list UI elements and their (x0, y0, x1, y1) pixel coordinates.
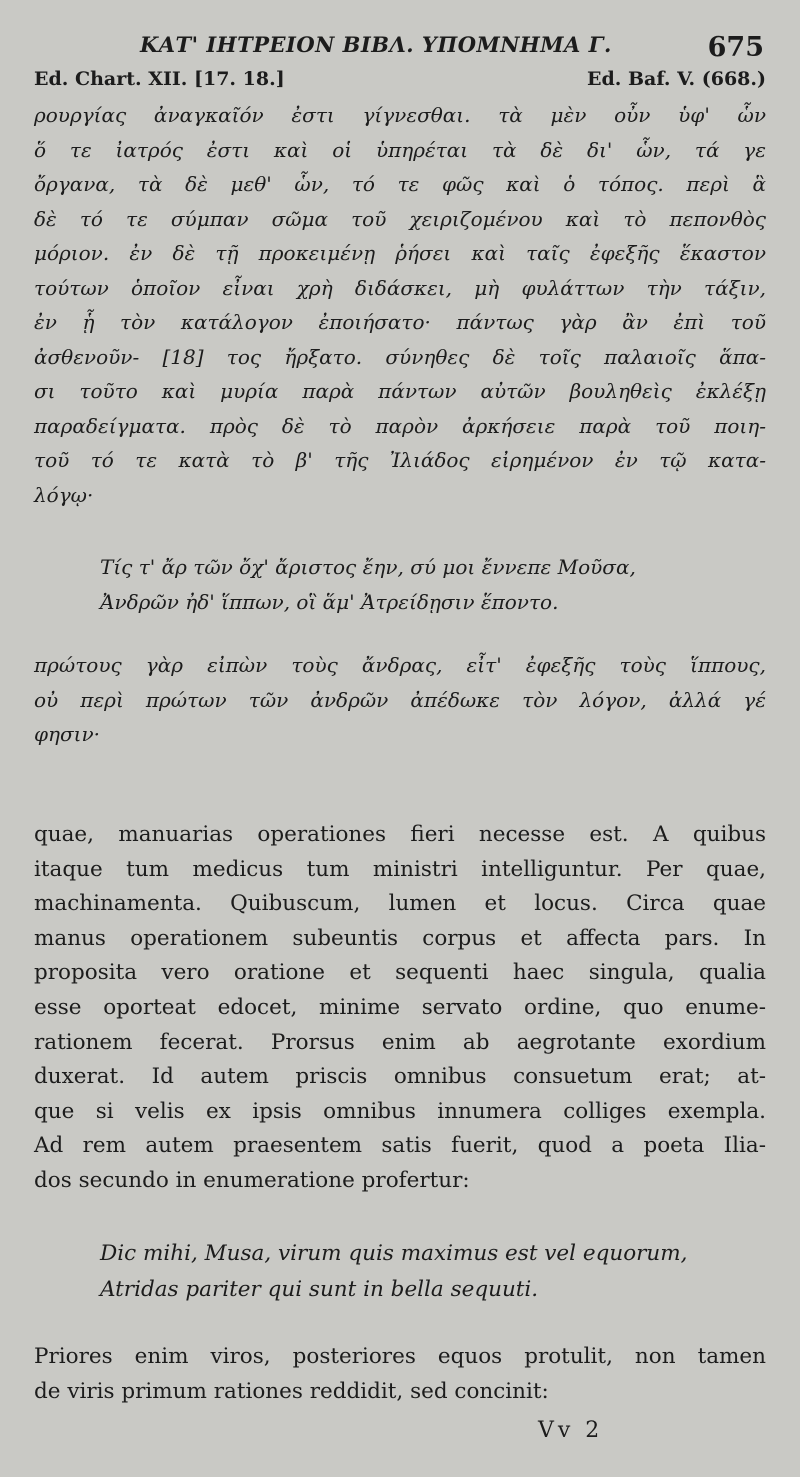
text-line: τούτων ὁποῖον εἶναι χρὴ διδάσκει, μὴ φυλάττων τὴν τάξιν, (34, 275, 766, 300)
edition-basel: Ed. Baf. V. (668.) (587, 68, 766, 90)
text-line: proposita vero oratione et sequenti haec singula, qualia (34, 960, 766, 986)
verse-line: Ἀνδρῶν ἠδ' ἵππων, οἳ ἅμ' Ἀτρείδῃσιν ἕποντο. (100, 590, 559, 614)
text-line: τοῦ τό τε κατὰ τὸ β' τῆς Ἰλιάδος εἰρημένον ἐν τῷ κατα- (34, 448, 766, 472)
text-line: ἐν ᾗ τὸν κατάλογον ἐποιήσατο· πάντως γὰρ ἂν ἐπὶ τοῦ (34, 310, 766, 334)
text-line: rationem fecerat. Prorsus enim ab aegrotante exordium (34, 1029, 766, 1055)
running-title: ΚΑΤ' ΙΗΤΡΕΙΟΝ ΒΙΒΛ. ΥΠΟΜΝΗΜΑ Γ. (140, 32, 612, 57)
text-line: Priores enim viros, posteriores equos protulit, non tamen (34, 1344, 766, 1369)
verse-line: Atridas pariter qui sunt in bella sequuti. (100, 1277, 539, 1302)
text-line: λόγῳ· (34, 482, 94, 507)
text-line: de viris primum rationes reddidit, sed concinit: (34, 1378, 549, 1404)
latin-paragraph-1 (34, 818, 766, 1199)
text-line: παραδείγματα. πρὸς δὲ τὸ παρὸν ἀρκήσειε παρὰ τοῦ ποιη- (34, 413, 766, 438)
text-line: σι τοῦτο καὶ μυρία παρὰ πάντων αὐτῶν βουληθεὶς ἐκλέξῃ (34, 379, 766, 403)
text-line: πρώτους γὰρ εἰπὼν τοὺς ἄνδρας, εἶτ' ἐφεξῆς τοὺς ἵππους, (34, 653, 766, 677)
edition-chartier: Ed. Chart. XII. [17. 18.] (34, 68, 285, 90)
text-line: φησιν· (34, 722, 100, 746)
text-line: itaque tum medicus tum ministri intelliguntur. Per quae, (34, 856, 766, 882)
text-line: ἀσθενοῦν- [18] τος ἤρξατο. σύνηθες δὲ τοῖς παλαιοῖς ἅπα- (34, 344, 766, 369)
running-header (0, 22, 800, 72)
latin-paragraph-2 (34, 1340, 766, 1409)
text-line: δὲ τό τε σύμπαν σῶμα τοῦ χειριζομένου καὶ τὸ πεπονθὸς (34, 206, 766, 231)
text-line: duxerat. Id autem priscis omnibus consuetum erat; at- (34, 1064, 766, 1090)
text-line: ρουργίας ἀναγκαῖόν ἐστι γίγνεσθαι. τὰ μὲν οὖν ὑφ' ὧν (34, 103, 766, 127)
greek-paragraph-2 (34, 648, 766, 752)
greek-verse-quote (100, 550, 760, 620)
text-line: machinamenta. Quibuscum, lumen et locus. Circa quae (34, 891, 766, 917)
page-number: 675 (707, 32, 764, 63)
text-line: manus operationem subeuntis corpus et affecta pars. In (34, 925, 766, 951)
text-line: que si velis ex ipsis omnibus innumera colliges exempla. (34, 1098, 766, 1124)
text-line: esse oporteat edocet, minime servato ordine, quo enume- (34, 994, 766, 1020)
text-line: ὄργανα, τὰ δὲ μεθ' ὧν, τό τε φῶς καὶ ὁ τόπος. περὶ ἃ (34, 172, 766, 196)
verse-line: Τίς τ' ἄρ τῶν ὄχ' ἄριστος ἔην, σύ μοι ἔννεπε Μοῦσα, (100, 555, 636, 579)
signature-mark: Vv 2 (538, 1418, 604, 1443)
verse-line: Dic mihi, Musa, virum quis maximus est vel equorum, (100, 1241, 688, 1266)
text-line: ὅ τε ἰατρός ἐστι καὶ οἱ ὑπηρέται τὰ δὲ δι' ὧν, τά γε (34, 137, 766, 162)
text-line: Ad rem autem praesentem satis fuerit, quod a poeta Ilia- (34, 1133, 766, 1159)
text-line: μόριον. ἐν δὲ τῇ προκειμένῃ ῥήσει καὶ ταῖς ἐφεξῆς ἕκαστον (34, 241, 766, 265)
text-line: quae, manuarias operationes fieri necesse est. A quibus (34, 822, 766, 847)
edition-reference (34, 68, 766, 98)
latin-verse-quote (100, 1236, 766, 1308)
greek-paragraph-1 (34, 98, 766, 512)
text-line: οὐ περὶ πρώτων τῶν ἀνδρῶν ἀπέδωκε τὸν λόγον, ἀλλά γέ (34, 687, 766, 712)
text-line: dos secundo in enumeratione profertur: (34, 1167, 470, 1193)
